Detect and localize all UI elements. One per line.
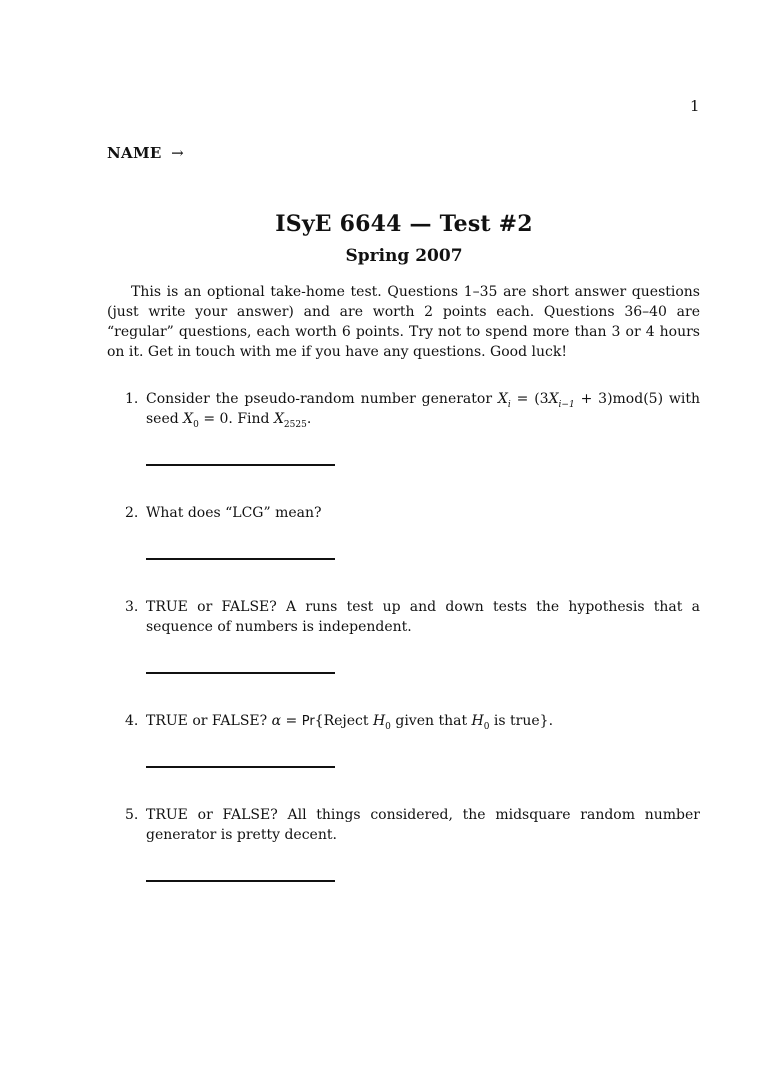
test-title: ISyE 6644 — Test #2 [275, 211, 533, 237]
question-3 [125, 597, 700, 637]
question-text: TRUE or FALSE? A runs test up and down tests the hypothesis that a sequence of numbers is independent. [146, 599, 700, 635]
name-field-label [107, 144, 184, 162]
question-text: Consider the pseudo-random number generator $X_i = (3X_{i-1} + 3)mod(5)$ with seed $X_0 = 0$. Find $X_{2525}$. [146, 391, 700, 430]
answer-line-4[interactable] [146, 766, 335, 768]
question-4 [125, 711, 700, 732]
question-number: 4. [125, 713, 139, 729]
question-number: 1. [125, 391, 139, 407]
question-2 [125, 503, 700, 523]
question-number: 5. [125, 807, 139, 823]
answer-line-2[interactable] [146, 558, 335, 560]
page-number: 1 [690, 97, 700, 115]
question-5 [125, 805, 700, 845]
instructions-paragraph: This is an optional take-home test. Questions 1–35 are short answer questions (just write your answer) and are worth 2 points each. Questions 36–40 are “regular” questions, each worth 6 points. Try not to spend more than 3 or 4 hours on it. Get in touch with me if you have any questions. Good luck! [107, 284, 700, 360]
question-text: TRUE or FALSE? α = Pr{Reject $H_0$ given that $H_0$ is true}. [146, 713, 554, 732]
name-label-text: NAME [107, 144, 162, 162]
answer-line-1[interactable] [146, 464, 335, 466]
answer-line-5[interactable] [146, 880, 335, 882]
answer-line-3[interactable] [146, 672, 335, 674]
question-text: What does “LCG” mean? [146, 505, 322, 521]
question-1 [125, 389, 700, 429]
right-arrow-icon: → [171, 144, 184, 162]
question-text: TRUE or FALSE? All things considered, the midsquare random number generator is pretty decent. [146, 807, 700, 843]
test-subtitle: Spring 2007 [345, 246, 463, 266]
question-number: 3. [125, 599, 139, 615]
question-number: 2. [125, 505, 139, 521]
